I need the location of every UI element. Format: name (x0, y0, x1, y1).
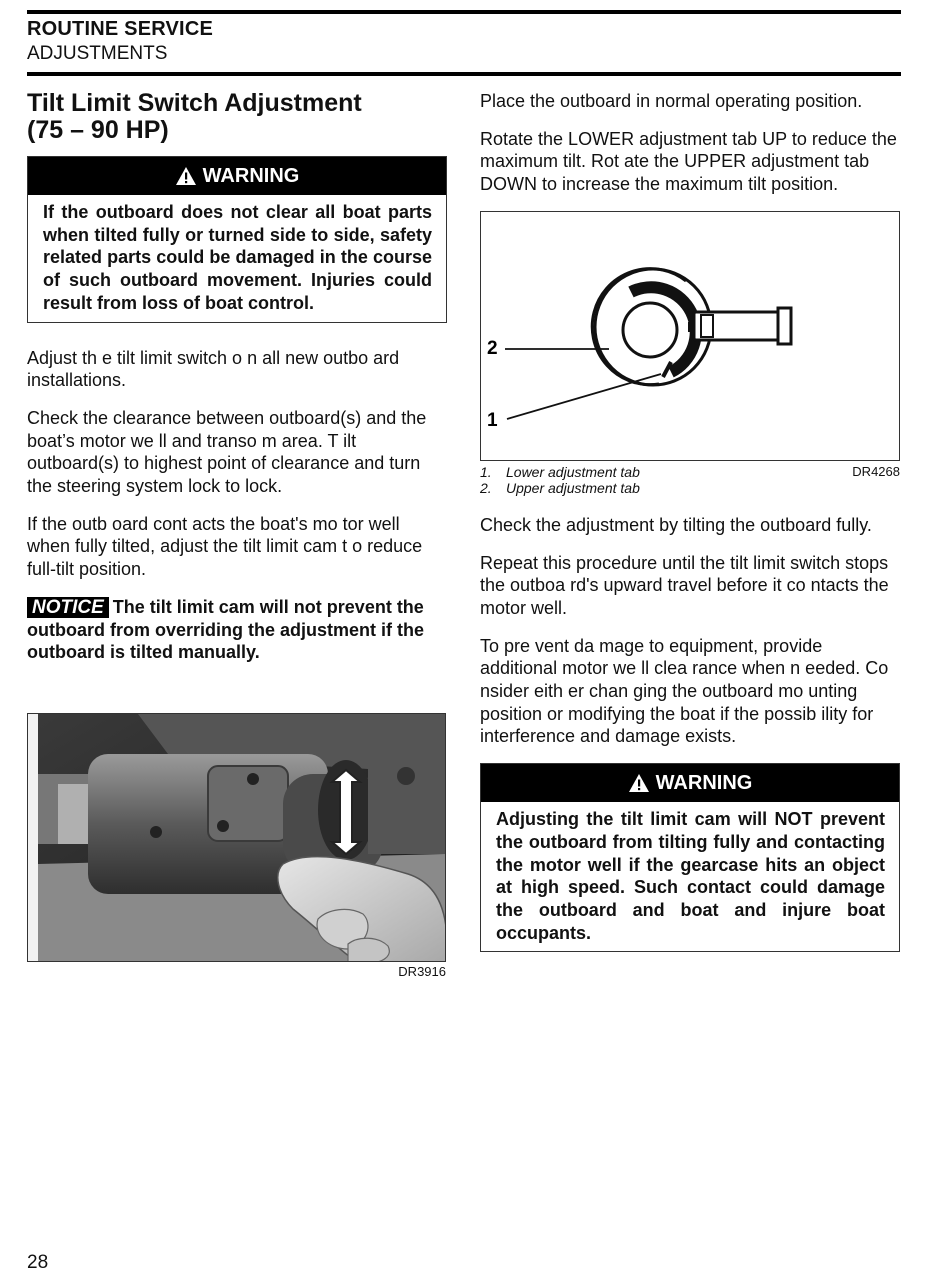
warning-text: If the outboard does not clear all boat parts when tilted fully or turned side to side, safety related parts could be damaged in the course of such outboard movement. Injuries could result from loss of boat control. (43, 202, 432, 313)
caption-1-number: 1. (480, 463, 492, 480)
caption-2-text: Upper adjustment tab (506, 479, 640, 496)
heading-line-2: (75 – 90 HP) (27, 116, 169, 144)
notice-text: The tilt limit cam will not prevent the outboard from overriding the adjustment if the outboard is tilted manually. (27, 596, 425, 663)
photo-illustration (28, 714, 446, 962)
caption-1-text: Lower adjustment tab (506, 463, 640, 480)
header-bottom-rule (27, 72, 901, 76)
warning-header (28, 157, 446, 195)
paragraph-prevent-damage: To pre vent da mage to equipment, provide additional motor we ll clea rance when n eeded. Co nsider eith er chan ging the outboard mo unting position or modifying the boat if the possib ility for interference and damage exists. (480, 635, 889, 747)
caption-row-2 (480, 480, 900, 496)
callout-1: 1 (487, 409, 498, 431)
warning-label: WARNING (202, 164, 300, 187)
cam-diagram-drawing (481, 212, 899, 459)
paragraph-check: Check the adjustment by tilting the outboard fully. (480, 514, 872, 535)
figure-captions (480, 464, 900, 498)
paragraph-clearance: Check the clearance between outboard(s) and the boat’s motor we ll and transo m area. T ilt outboard(s) to highest point of clearance and turn the steering system lock to lock. (27, 407, 427, 497)
page-number: 28 (27, 1252, 49, 1271)
caption-row-1 (480, 464, 900, 480)
photo-code: DR3916 (398, 964, 446, 979)
tilt-cam-photo (27, 713, 446, 962)
paragraph-contact: If the outb oard cont acts the boat's mo tor well when fully tilted, adjust the tilt limit cam t o reduce full-tilt position. (27, 513, 423, 580)
section-title: ROUTINE SERVICE (27, 18, 213, 40)
figure-code: DR4268 (852, 463, 900, 479)
paragraph-repeat: Repeat this procedure until the tilt limit switch stops the outboa rd's upward travel before it co ntacts the motor well. (480, 552, 889, 618)
callout-2: 2 (487, 337, 498, 359)
warning-triangle-icon (175, 166, 197, 186)
notice-badge: NOTICE (27, 597, 109, 618)
heading-line-1: Tilt Limit Switch Adjustment (27, 89, 362, 117)
paragraph-normal-position: Place the outboard in normal operating position. (480, 91, 863, 111)
warning-text-right: Adjusting the tilt limit cam will NOT prevent the outboard from tilting fully and contacting the motor well if the gearcase hits an object at high speed. Such contact could damage the outboard and boat and injure boat occupants. (496, 809, 885, 943)
paragraph-rotate-tabs: Rotate the LOWER adjustment tab UP to reduce the maximum tilt. Rot ate the UPPER adjustment tab DOWN to increase the maximum tilt position. (480, 128, 897, 195)
adjustment-tab-diagram (480, 211, 900, 461)
warning-triangle-icon (628, 773, 650, 793)
warning-box-right (480, 763, 900, 952)
page-heading (27, 90, 447, 144)
header-top-rule (27, 10, 901, 14)
subsection-title: ADJUSTMENTS (27, 43, 168, 64)
warning-label-right: WARNING (655, 771, 753, 794)
warning-header-right (481, 764, 899, 802)
right-column (480, 90, 900, 976)
left-column (27, 90, 447, 664)
warning-box-left (27, 156, 447, 323)
notice-paragraph (27, 596, 447, 664)
caption-2-number: 2. (480, 479, 492, 496)
paragraph-adjust: Adjust th e tilt limit switch o n all new outbo ard installations. (27, 347, 400, 391)
